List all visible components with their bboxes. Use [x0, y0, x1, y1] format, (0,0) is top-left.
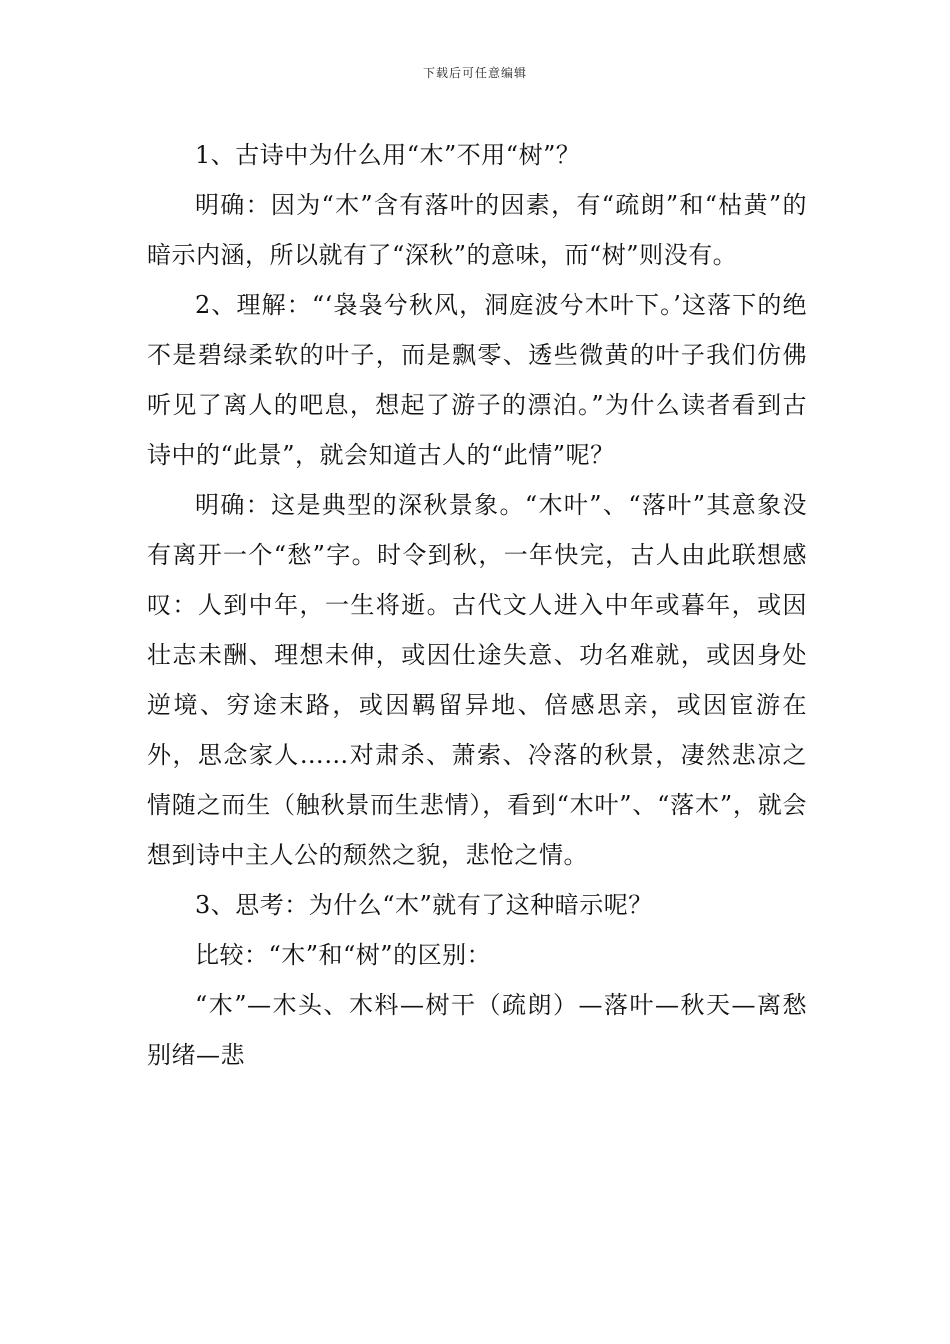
paragraph-chain: “木”—木头、木料—树干（疏朗）—落叶—秋天—离愁别绪—悲 — [147, 991, 807, 1069]
paragraph-question-3: 3、思考：为什么“木”就有了这种暗示呢？ — [195, 891, 653, 919]
paragraph-question-2: 2、理解：“‘袅袅兮秋风，洞庭波兮木叶下。’这落下的绝不是碧绿柔软的叶子，而是飘零、透些微黄的叶子我们仿佛听见了离人的吧息，想起了游子的漂泊。”为什么读者看到古诗中的“此景”，就会知道古人的“此情”呢？ — [147, 291, 807, 469]
paragraph-comparison: 比较：“木”和“树”的区别： — [195, 941, 492, 969]
paragraph-question-1: 1、古诗中为什么用“木”不用“树”？ — [195, 141, 581, 169]
page-header: 下载后可任意编辑 — [422, 66, 527, 80]
paragraph-answer-1: 明确：因为“木”含有落叶的因素，有“疏朗”和“枯黄”的暗示内涵，所以就有了“深秋”的意味，而“树”则没有。 — [147, 191, 807, 269]
document-body — [147, 130, 807, 1080]
paragraph-answer-2: 明确：这是典型的深秋景象。“木叶”、“落叶”其意象没有离开一个“愁”字。时令到秋，一年快完，古人由此联想感叹：人到中年，一生将逝。古代文人进入中年或暮年，或因壮志未酬、理想未伸，或因仕途失意、功名难就，或因身处逆境、穷途末路，或因羁留异地、倍感思亲，或因宦游在外，思念家人……对肃杀、萧索、冷落的秋景，凄然悲凉之情随之而生（触秋景而生悲情），看到“木叶”、“落木”，就会想到诗中主人公的颓然之貌，悲怆之情。 — [147, 491, 807, 869]
